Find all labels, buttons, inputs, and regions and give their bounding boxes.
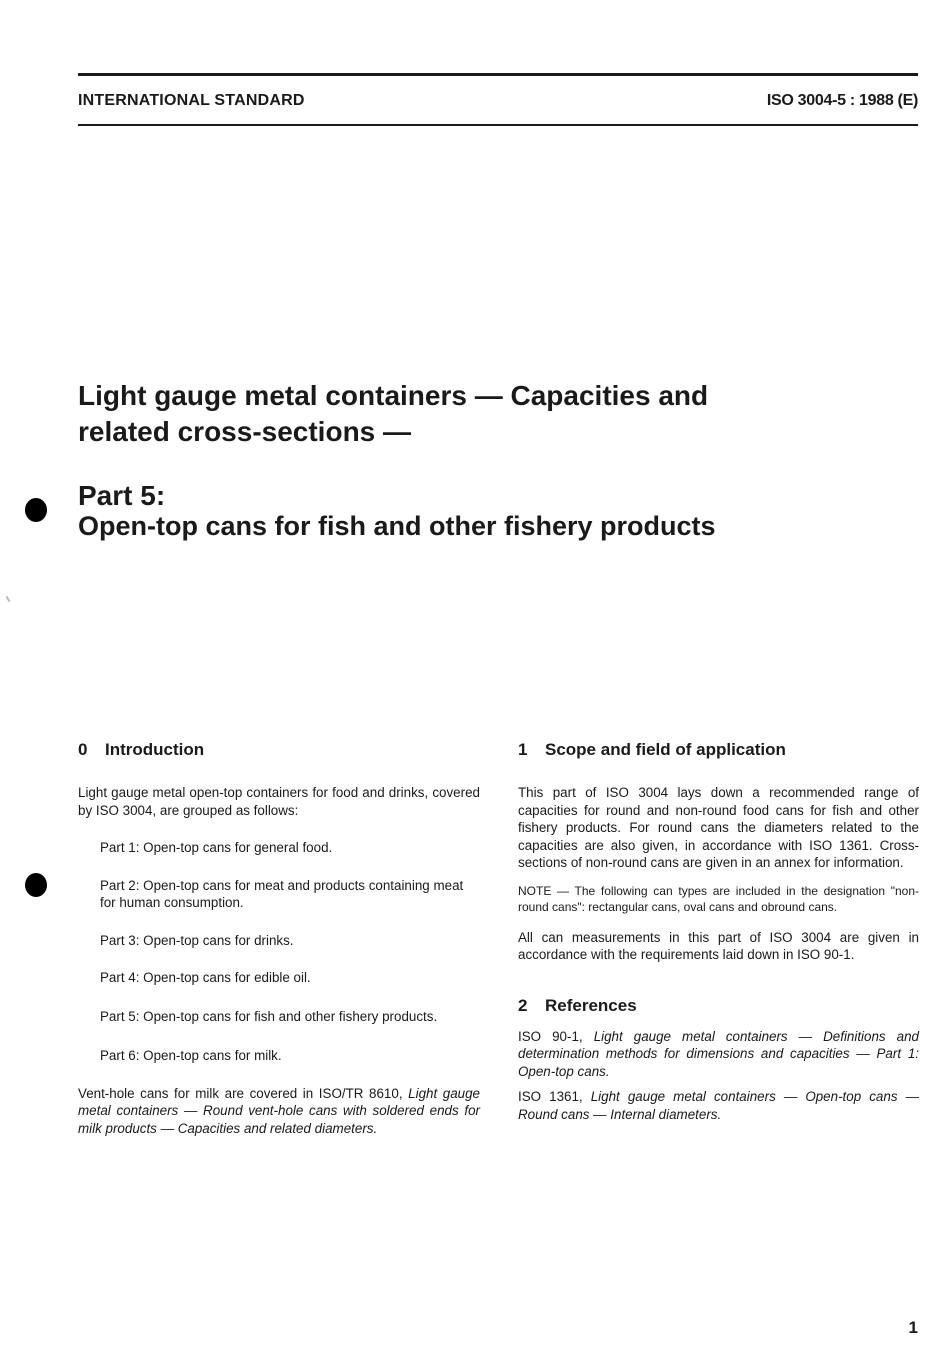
venthole-paragraph — [78, 1085, 480, 1138]
header-bottom-rule — [78, 124, 918, 126]
reference-code: ISO 90-1, — [518, 1028, 594, 1044]
section-title: References — [545, 995, 637, 1015]
part-list-item: Part 4: Open-top cans for edible oil. — [100, 970, 311, 985]
part-list-item: Part 5: Open-top cans for fish and other fishery products. — [100, 1008, 438, 1024]
scan-speck — [6, 596, 11, 602]
section-number: 0 — [78, 740, 88, 759]
introduction-paragraph: Light gauge metal open-top containers for food and drinks, covered by ISO 3004, are grouped as follows: — [78, 785, 480, 818]
punch-hole-mark — [25, 498, 47, 522]
scope-measurements-paragraph: All can measurements in this part of ISO 3004 are given in accordance with the requirements laid down in ISO 90-1. — [518, 929, 919, 962]
title-line-2: related cross-sections — — [78, 416, 412, 447]
scope-paragraph: This part of ISO 3004 lays down a recommended range of capacities for round and non-round food cans for fish and other fishery products. For round cans the diameters related to the capacities are also given, in accordance with ISO 1361. Cross-sections of non-round cans are given in an annex for information. — [518, 785, 919, 870]
part-subtitle: Open-top cans for fish and other fishery products — [78, 511, 716, 541]
part-label: Part 5: — [78, 480, 166, 511]
document-type-label: INTERNATIONAL STANDARD — [78, 92, 305, 109]
header-top-rule — [78, 73, 918, 76]
section-number: 1 — [518, 740, 528, 759]
standard-number: ISO 3004-5 : 1988 (E) — [766, 92, 918, 109]
venthole-text: Vent-hole cans for milk are covered in ISO/TR 8610, — [78, 1085, 409, 1101]
part-list-item: Part 1: Open-top cans for general food. — [100, 840, 333, 855]
reference-title: Light gauge metal containers — Definitions and determination methods for dimensions and capacities — Part 1: Open-top cans. — [518, 1028, 920, 1079]
section-heading-references — [518, 996, 919, 1016]
section-number: 2 — [518, 995, 528, 1015]
section-heading-scope — [518, 740, 919, 760]
part-list-item: Part 6: Open-top cans for milk. — [100, 1048, 282, 1063]
page-number: 1 — [908, 1318, 918, 1337]
title-line-1: Light gauge metal containers — Capacities and — [78, 380, 709, 411]
reference-title: Light gauge metal containers — Open-top cans — Round cans — Internal diameters. — [518, 1089, 919, 1122]
part-list-item: Part 2: Open-top cans for meat and products containing meat for human consumption. — [100, 877, 464, 910]
part-list-item: Part 3: Open-top cans for drinks. — [100, 932, 294, 948]
scope-note: NOTE — The following can types are included in the designation "non-round cans": rectangular cans, oval cans and obround cans. — [518, 883, 919, 914]
venthole-reference-title: Light gauge metal containers — Round vent-hole cans with soldered ends for milk products — Capacities and related diameters. — [78, 1085, 480, 1136]
document-title — [78, 378, 838, 450]
reference-code: ISO 1361, — [518, 1089, 591, 1104]
reference-item — [518, 1088, 919, 1123]
section-title: Scope and field of application — [545, 740, 786, 759]
section-title: Introduction — [105, 740, 205, 759]
left-column — [78, 740, 480, 1137]
right-column — [518, 740, 919, 1123]
punch-hole-mark — [25, 873, 47, 897]
reference-item — [518, 1028, 919, 1081]
section-heading-introduction — [78, 740, 480, 760]
